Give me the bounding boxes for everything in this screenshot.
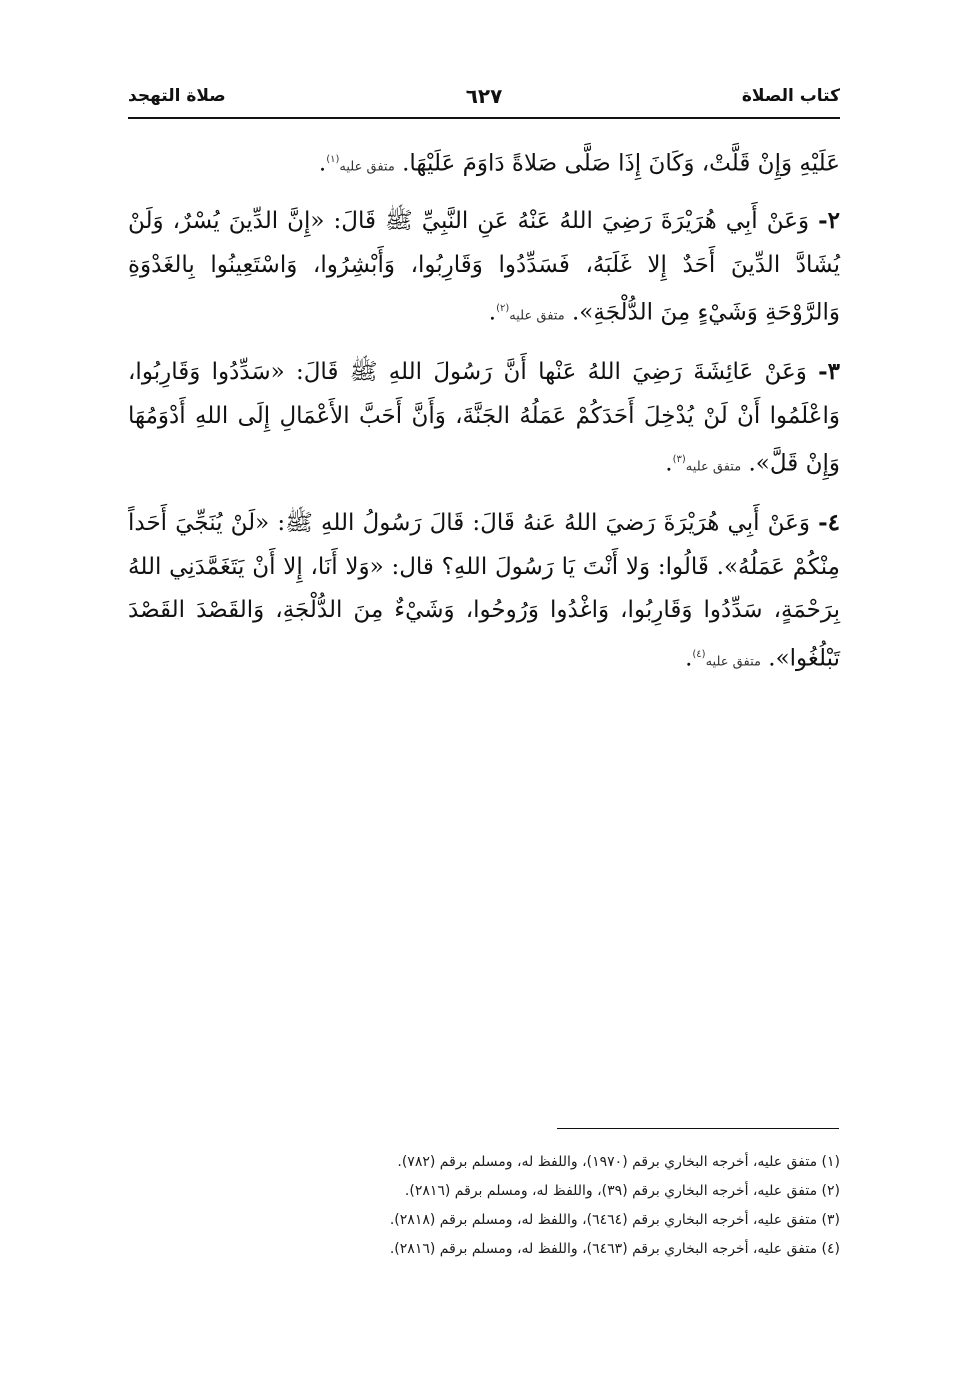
paragraph-text: وَعَنْ أَبِي هُرَيْرَةَ رَضِيَ اللهُ عَنْهُ عَنِ النَّبِيِّ ﷺ قَالَ: «إِنَّ الدِّينَ يُسْرٌ، وَلَنْ يُشَادَّ الدِّينَ أَحَدٌ إِلا غَلَبَهُ، فَسَدِّدُوا وَقَارِبُوا، وَأَبْشِرُوا، وَاسْتَعِينُوا بِالغَدْوَةِ وَالرَّوْحَةِ وَشَيْءٍ مِنَ الدُّلْجَةِ». <box>128 208 840 326</box>
agreed-upon-label: متفق عليه <box>509 308 565 324</box>
main-text <box>128 138 840 696</box>
footnote-4: (٤) متفق عليه، أخرجه البخاري برقم (٦٤٦٣)، واللفظ له، ومسلم برقم (٢٨١٦). <box>389 1241 840 1257</box>
footnote-reference: (٣) <box>672 454 686 466</box>
footnote-3: (٣) متفق عليه، أخرجه البخاري برقم (٦٤٦٤)، واللفظ له، ومسلم برقم (٢٨١٨). <box>389 1212 840 1228</box>
paragraph-continuation: عَلَيْهِ وَإِنْ قَلَّتْ، وَكَانَ إِذَا صَلَّى صَلاةً دَاوَمَ عَلَيْهَا. متفق عليه$^{(١)}$. <box>318 150 840 177</box>
footnote-1: (١) متفق عليه، أخرجه البخاري برقم (١٩٧٠)، واللفظ له، ومسلم برقم (٧٨٢). <box>397 1154 840 1170</box>
running-header <box>128 84 840 116</box>
paragraph-number: ٢- <box>818 207 840 235</box>
footnote-reference: (٤) <box>692 648 706 660</box>
header-chapter-title: صلاة التهجد <box>128 86 226 106</box>
hadith-paragraph-4: ٤- وَعَنْ أَبِي هُرَيْرَةَ رَضيَ اللهُ عَنهُ قَالَ: قَالَ رَسُولُ اللهِ ﷺ: «لَنْ يُنَجِّيَ أَحَداً مِنْكُمْ عَمَلُهُ». قَالُوا: وَلا أَنْتَ يَا رَسُولَ اللهِ؟ قال: «وَلا أَنَا، إِلا أَنْ يَتَغَمَّدَنِي اللهُ بِرَحْمَةٍ، سَدِّدُوا وَقَارِبُوا، وَاغْدُوا وَرُوحُوا، وَشَيْءٌ مِنَ الدُّلْجَةِ، وَالقَصْدَ القَصْدَ تَبْلُغُوا». متفق عليه$^{(٤)}$. <box>128 509 840 672</box>
agreed-upon-label: متفق عليه <box>685 459 742 475</box>
paragraph-text: وَعَنْ عَائِشَةَ رَضِيَ اللهُ عَنْها أَنَّ رَسُولَ اللهِ ﷺ قَالَ: «سَدِّدُوا وَقَارِبُوا، وَاعْلَمُوا أَنْ لَنْ يُدْخِلَ أَحَدَكُمْ عَمَلُهُ الجَنَّةَ، وَأَنَّ أَحَبَّ الأَعْمَالِ إِلَى اللهِ أَدْوَمُهَا وَإِنْ قَلَّ». <box>128 359 840 477</box>
page-number: ٦٢٧ <box>465 84 503 108</box>
agreed-upon-label: متفق عليه <box>705 654 761 670</box>
footnote-rule <box>557 1128 839 1129</box>
hadith-paragraph-3: ٣- وَعَنْ عَائِشَةَ رَضِيَ اللهُ عَنْها أَنَّ رَسُولَ اللهِ ﷺ قَالَ: «سَدِّدُوا وَقَارِبُوا، وَاعْلَمُوا أَنْ لَنْ يُدْخِلَ أَحَدَكُمْ عَمَلُهُ الجَنَّةَ، وَأَنَّ أَحَبَّ الأَعْمَالِ إِلَى اللهِ أَدْوَمُهَا وَإِنْ قَلَّ». متفق عليه$^{(٣)}$. <box>128 358 841 477</box>
footnote-reference: (١) <box>326 154 340 165</box>
header-book-title: كتاب الصلاة <box>741 86 840 106</box>
footnote-2: (٢) متفق عليه، أخرجه البخاري برقم (٣٩)، واللفظ له، ومسلم برقم (٢٨١٦). <box>404 1183 840 1199</box>
hadith-paragraph-2: ٢- وَعَنْ أَبِي هُرَيْرَةَ رَضِيَ اللهُ عَنْهُ عَنِ النَّبِيِّ ﷺ قَالَ: «إِنَّ الدِّينَ يُسْرٌ، وَلَنْ يُشَادَّ الدِّينَ أَحَدٌ إِلا غَلَبَهُ، فَسَدِّدُوا وَقَارِبُوا، وَأَبْشِرُوا، وَاسْتَعِينُوا بِالغَدْوَةِ وَالرَّوْحَةِ وَشَيْءٍ مِنَ الدُّلْجَةِ». متفق عليه$^{(٢)}$. <box>128 207 840 326</box>
footnote-reference: (٢) <box>496 303 510 315</box>
agreed-upon-label: متفق عليه <box>339 159 395 175</box>
paragraph-number: ٤- <box>818 509 840 537</box>
footnotes <box>128 1148 840 1264</box>
header-rule <box>128 117 840 119</box>
paragraph-text: وَعَنْ أَبِي هُرَيْرَةَ رَضيَ اللهُ عَنهُ قَالَ: قَالَ رَسُولُ اللهِ ﷺ: «لَنْ يُنَجِّيَ أَحَداً مِنْكُمْ عَمَلُهُ». قَالُوا: وَلا أَنْتَ يَا رَسُولَ اللهِ؟ قال: «وَلا أَنَا، إِلا أَنْ يَتَغَمَّدَنِي اللهُ بِرَحْمَةٍ، سَدِّدُوا وَقَارِبُوا، وَاغْدُوا وَرُوحُوا، وَشَيْءٌ مِنَ الدُّلْجَةِ، وَالقَصْدَ القَصْدَ تَبْلُغُوا». <box>128 510 840 672</box>
paragraph-text: عَلَيْهِ وَإِنْ قَلَّتْ، وَكَانَ إِذَا صَلَّى صَلاةً دَاوَمَ عَلَيْهَا. <box>402 150 840 177</box>
paragraph-number: ٣- <box>818 358 841 386</box>
